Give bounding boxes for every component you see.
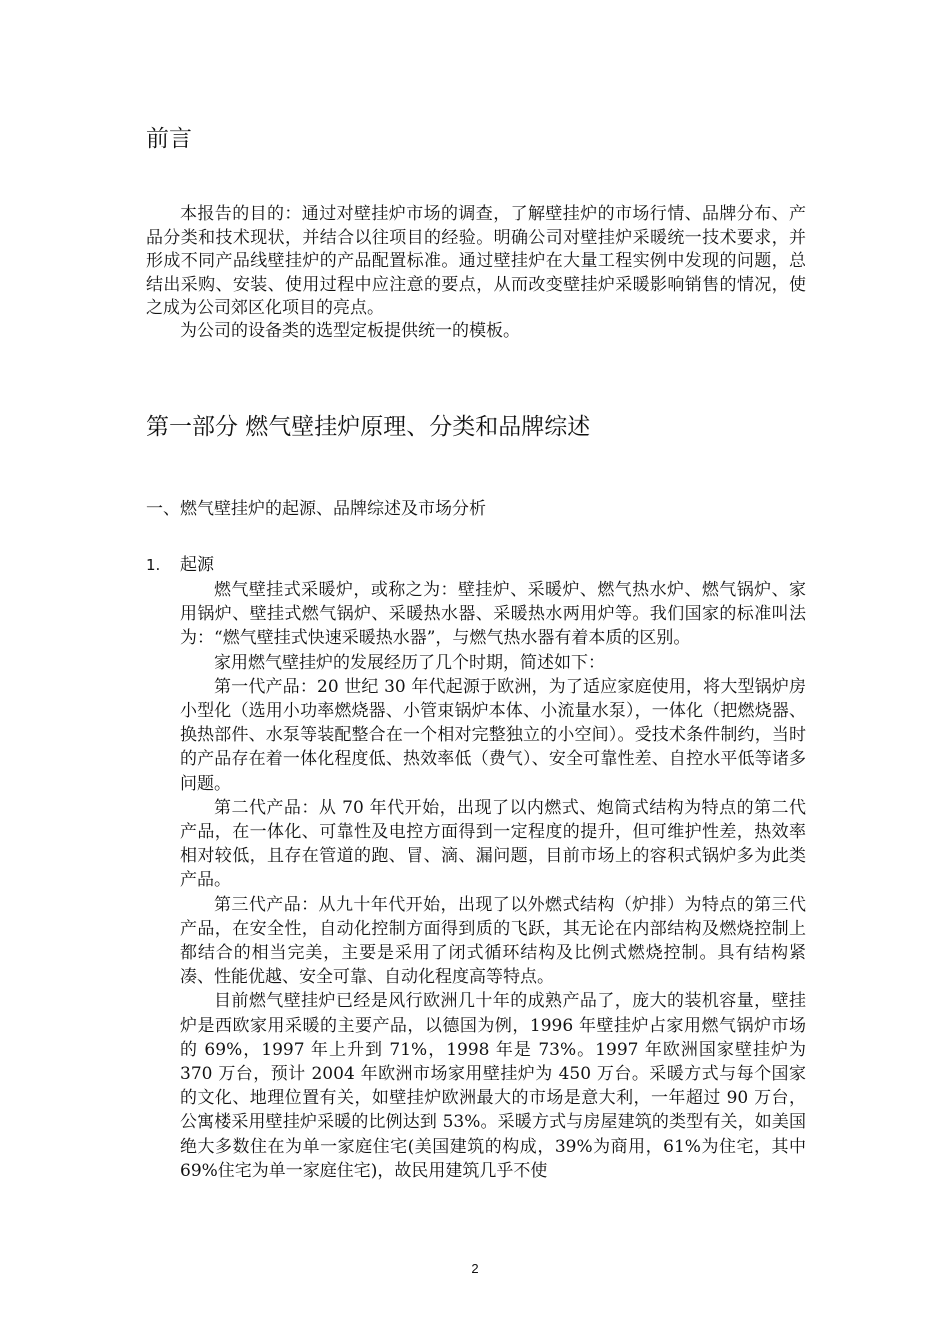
origin-paragraph-first-generation: 第一代产品：20 世纪 30 年代起源于欧洲，为了适应家庭使用，将大型锅炉房小型化（选用小功率燃烧器、小管束锅炉本体、小流量水泵），一体化（把燃烧器、换热部件、水泵等装配整合在一个相对完整独立的小空间）。受技术条件制约，当时的产品存在着一体化程度低、热效率低（费气）、安全可靠性差、自控水平低等诸多问题。 [180, 676, 806, 794]
section-one-heading: 一、燃气壁挂炉的起源、品牌综述及市场分析 [146, 499, 486, 519]
origin-body [180, 578, 806, 1183]
preface-paragraph-purpose: 本报告的目的：通过对壁挂炉市场的调查，了解壁挂炉的市场行情、品牌分布、产品分类和技术现状，并结合以往项目的经验。明确公司对壁挂炉采暖统一技术要求，并形成不同产品线壁挂炉的产品配置标准。通过壁挂炉在大量工程实例中发现的问题，总结出采购、安装、使用过程中应注意的要点，从而改变壁挂炉采暖影响销售的情况，使之成为公司郊区化项目的亮点。 [146, 204, 806, 318]
origin-paragraph-history-intro: 家用燃气壁挂炉的发展经历了几个时期，简述如下： [214, 652, 605, 673]
preface-paragraph-template: 为公司的设备类的选型定板提供统一的模板。 [180, 321, 520, 341]
origin-paragraph-names: 燃气壁挂式采暖炉，或称之为：壁挂炉、采暖炉、燃气热水炉、燃气锅炉、家用锅炉、壁挂式燃气锅炉、采暖热水器、采暖热水两用炉等。我们国家的标准叫法为：“燃气壁挂式快速采暖热水器”，与燃气热水器有着本质的区别。 [180, 580, 806, 649]
part-one-heading: 第一部分 燃气壁挂炉原理、分类和品牌综述 [146, 414, 591, 440]
origin-paragraph-market-status: 目前燃气壁挂炉已经是风行欧洲几十年的成熟产品了，庞大的装机容量，壁挂炉是西欧家用采暖的主要产品，以德国为例，1996 年壁挂炉占家用燃气锅炉市场的 69%，1997 年上升到 71%，1998 年是 73%。1997 年欧洲国家壁挂炉为 370 万台，预计 2004 年欧洲市场家用壁挂炉为 450 万台。采暖方式与每个国家的文化、地理位置有关，如壁挂炉欧洲最大的市场是意大利，一年超过 90 万台，公寓楼采用壁挂炉采暖的比例达到 53%。采暖方式与房屋建筑的类型有关，如美国绝大多数住在为单一家庭住宅(美国建筑的构成，39%为商用，61%为住宅，其中 69%住宅为单一家庭住宅)，故民用建筑几乎不使 [180, 991, 806, 1181]
preface-heading: 前言 [146, 126, 192, 152]
origin-paragraph-third-generation: 第三代产品：从九十年代开始，出现了以外燃式结构（炉排）为特点的第三代产品，在安全性，自动化控制方面得到质的飞跃，其无论在内部结构及燃烧控制上都结合的相当完美，主要是采用了闭式循环结构及比例式燃烧控制。具有结构紧凑、性能优越、安全可靠、自动化程度高等特点。 [180, 894, 806, 988]
page-number: 2 [471, 1261, 479, 1276]
origin-paragraph-second-generation: 第二代产品：从 70 年代开始，出现了以内燃式、炮筒式结构为特点的第二代产品，在一体化、可靠性及电控方面得到一定程度的提升，但可维护性差，热效率相对较低，且存在管道的跑、冒、滴、漏问题，目前市场上的容积式锅炉多为此类产品。 [180, 797, 806, 891]
item-one-heading [146, 553, 214, 577]
item-one-number: 1. [146, 556, 161, 574]
item-one-title: 起源 [180, 555, 214, 575]
